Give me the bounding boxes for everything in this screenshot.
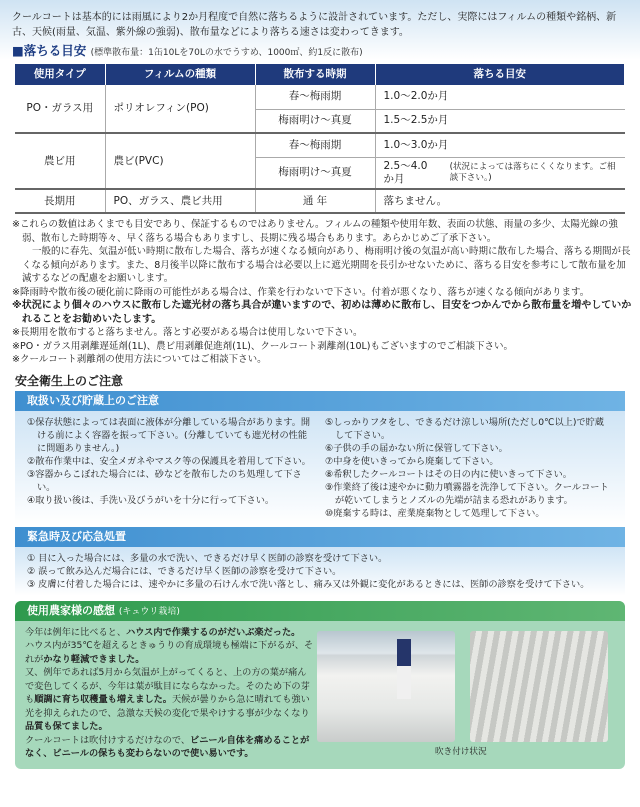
handling-right [325,416,613,520]
list-item: ②散布作業中は、安全メガネやマスク等の保護具を着用して下さい。 [27,455,311,467]
handling-title: 取扱い及び貯蔵上のご注意 [15,391,625,411]
list-item: ① 目に入った場合には、多量の水で洗い、できるだけ早く医師の診察を受けて下さい。 [27,552,388,564]
header-cell: 落ちる目安 [375,64,625,85]
list-item: ④取り扱い後は、手洗い及びうがいを十分に行って下さい。 [27,494,275,506]
table-header-row [15,64,625,85]
film-cell: PO、ガラス、農ビ共用 [105,189,255,213]
season-cell: 春～梅雨期 [255,133,375,157]
table-row [15,189,625,213]
text-bold: かなり軽減できました。 [43,653,145,665]
title: 使用農家様の感想 [27,603,115,617]
film-cell: 農ビ(PVC) [105,133,255,189]
spraying-photo [317,631,455,742]
list-item: ② 誤って飲み込んだ場合には、できるだけ早く医師の診察を受けて下さい。 [27,565,342,577]
subtitle: (標準散布量：1缶10Lを70Lの水でうすめ、1000㎡、約1反に散布) [90,48,363,58]
list-item: ①保存状態によっては表面に液体が分離している場合があります。開ける前によく容器を振って下さい。(分離していても遮光材の性能に問題ありません。) [27,416,311,454]
title: ■落ちる目安 [12,43,87,58]
season-cell: 梅雨明け～真夏 [255,157,375,189]
note: ※これらの数値はあくまでも目安であり、保証するものではありません。フィルムの種類や使用年数、表面の状態、雨量の多少、太陽光線の強弱、散布した時期等々、早く落ちる場合もありますし、長期に残る場合もあります。あらかじめご了承下さい。 [12,219,618,244]
table-row [15,133,625,157]
note: ※PO・ガラス用剥離遅延剤(1L)、農ビ用剥離促進剤(1L)、クールコート剥離剤(10L)もございますのでご相談下さい。 [12,340,513,352]
header-cell: 使用タイプ [15,64,105,85]
safety-title: 安全衛生上のご注意 [15,373,124,388]
fall-cell: 落ちません。 [375,189,625,213]
text: 今年は例年に比べると、 [25,626,127,638]
note: ※クールコート剥離剤の使用方法についてはご相談下さい。 [12,354,267,365]
table-row [15,85,625,109]
emergency-box [15,527,625,596]
fall-value: 2.5～4.0か月 [383,159,428,185]
fall-cell: 1.0～2.0か月 [375,85,625,109]
handling-box [15,391,625,525]
note: 一般的に春先、気温が低い時期に散布した場合、落ちが速くなる傾向があり、梅雨明け後の気温が高い時期に散布した場合、落ちる期間が長くなる傾向があります。また、8月後半以降に散布する場合は必要以上に遮光期間を長引かせないために、落ちる目安を参考にして散布量を加減するなどの配慮をお願いします。 [22,246,631,284]
type-cell: 農ビ用 [15,133,105,189]
header-cell: 散布する時期 [255,64,375,85]
handling-left [27,416,315,520]
type-cell: 長期用 [15,189,105,213]
list-item: ③容器からこぼれた場合には、砂などを散布したのち処理して下さい。 [27,468,302,493]
text: 天候が曇りから急に晴れても強い光を抑えられたので、急激な天候の変化で果やけする事が少なくなり [25,694,310,719]
note: ※長期用を散布すると落ちません。落とす必要がある場合は使用しないで下さい。 [12,327,363,338]
fall-note: (状況によっては落ちにくくなります。ご相談下さい。) [449,161,616,183]
photo-caption: 吹き付け状況 [435,746,487,757]
note: ※降雨時や散布後の硬化前に降雨の可能性がある場合は、作業を行わないで下さい。付着が悪くなり、落ちが速くなる傾向があります。 [12,286,590,298]
fall-cell [375,157,625,189]
list-item: ⑧希釈したクールコートはその日の内に使いきって下さい。 [325,468,572,480]
text: 又、例年であれば5月から気温が上がってくると、上の方の葉が痛んで変色してくるが、今年は葉が駄目にならなかった。そのため下の芽も [25,667,310,705]
emergency-title: 緊急時及び応急処置 [15,527,625,547]
intro-text: クールコートは基本的には雨風により2か月程度で自然に落ちるように設計されています。ただし、実際にはフィルムの種類や銘柄、新古、天候(雨量、気温、紫外線の強弱)、散布量などにより落ちる速さは変わってきます。 [12,12,617,38]
season-cell: 春～梅雨期 [255,85,375,109]
notes [12,218,632,367]
subtitle: (キュウリ栽培) [118,606,180,617]
text-bold: 順調に育ち収穫量も増えました。 [34,694,172,705]
film-cell: ポリオレフィン(PO) [105,85,255,133]
testimonial-box [15,601,625,769]
text-bold: ビニール自体を痛めることがなく、ビニールの保ちも変わらないので使い易いです。 [25,734,310,759]
list-item: ⑩廃棄する時は、産業廃棄物として処理して下さい。 [325,507,545,519]
sprayed-film-photo [470,631,608,742]
header-cell: フィルムの種類 [105,64,255,85]
fall-cell: 1.0～3.0か月 [375,133,625,157]
season-cell: 通 年 [255,189,375,213]
list-item: ⑦中身を使いきってから廃棄して下さい。 [325,455,499,467]
fall-guide-table [15,64,625,214]
text: クールコートは吹付けするだけなので、 [25,734,191,746]
list-item: ⑨作業終了後は速やかに動力噴霧器を洗浄して下さい。クールコートが乾いてしまうとノズルの先端が詰まる恐れがあります。 [325,481,609,506]
text: ハウス内が35℃を超えるときゅうりの育成環境も極端に下がるが、それが [25,640,314,665]
text-bold: ハウス内で作業するのがだいぶ楽だった。 [126,626,301,638]
fall-section-title [12,42,625,62]
testimonial-text [25,626,315,761]
fall-cell: 1.5～2.5か月 [375,109,625,133]
list-item: ⑤しっかりフタをし、できるだけ涼しい場所(ただし0℃以上)で貯蔵して下さい。 [325,416,604,441]
note-emphasis: ※状況により個々のハウスに散布した遮光材の落ち具合が違いますので、初めは薄めに散布し、目安をつかんでから散布量を増やしていかれることをお勧めいたします。 [12,300,632,325]
testimonial-title [15,601,625,621]
worker-figure [397,639,411,699]
list-item: ⑥子供の手の届かない所に保管して下さい。 [325,442,508,454]
list-item: ③ 皮膚に付着した場合には、速やかに多量の石けん水で洗い落とし、痛み又は外観に変化があるときには、医師の診察を受けて下さい。 [27,578,590,590]
type-cell: PO・ガラス用 [15,85,105,133]
season-cell: 梅雨明け～真夏 [255,109,375,133]
text-bold: 品質も保てました。 [25,721,108,732]
